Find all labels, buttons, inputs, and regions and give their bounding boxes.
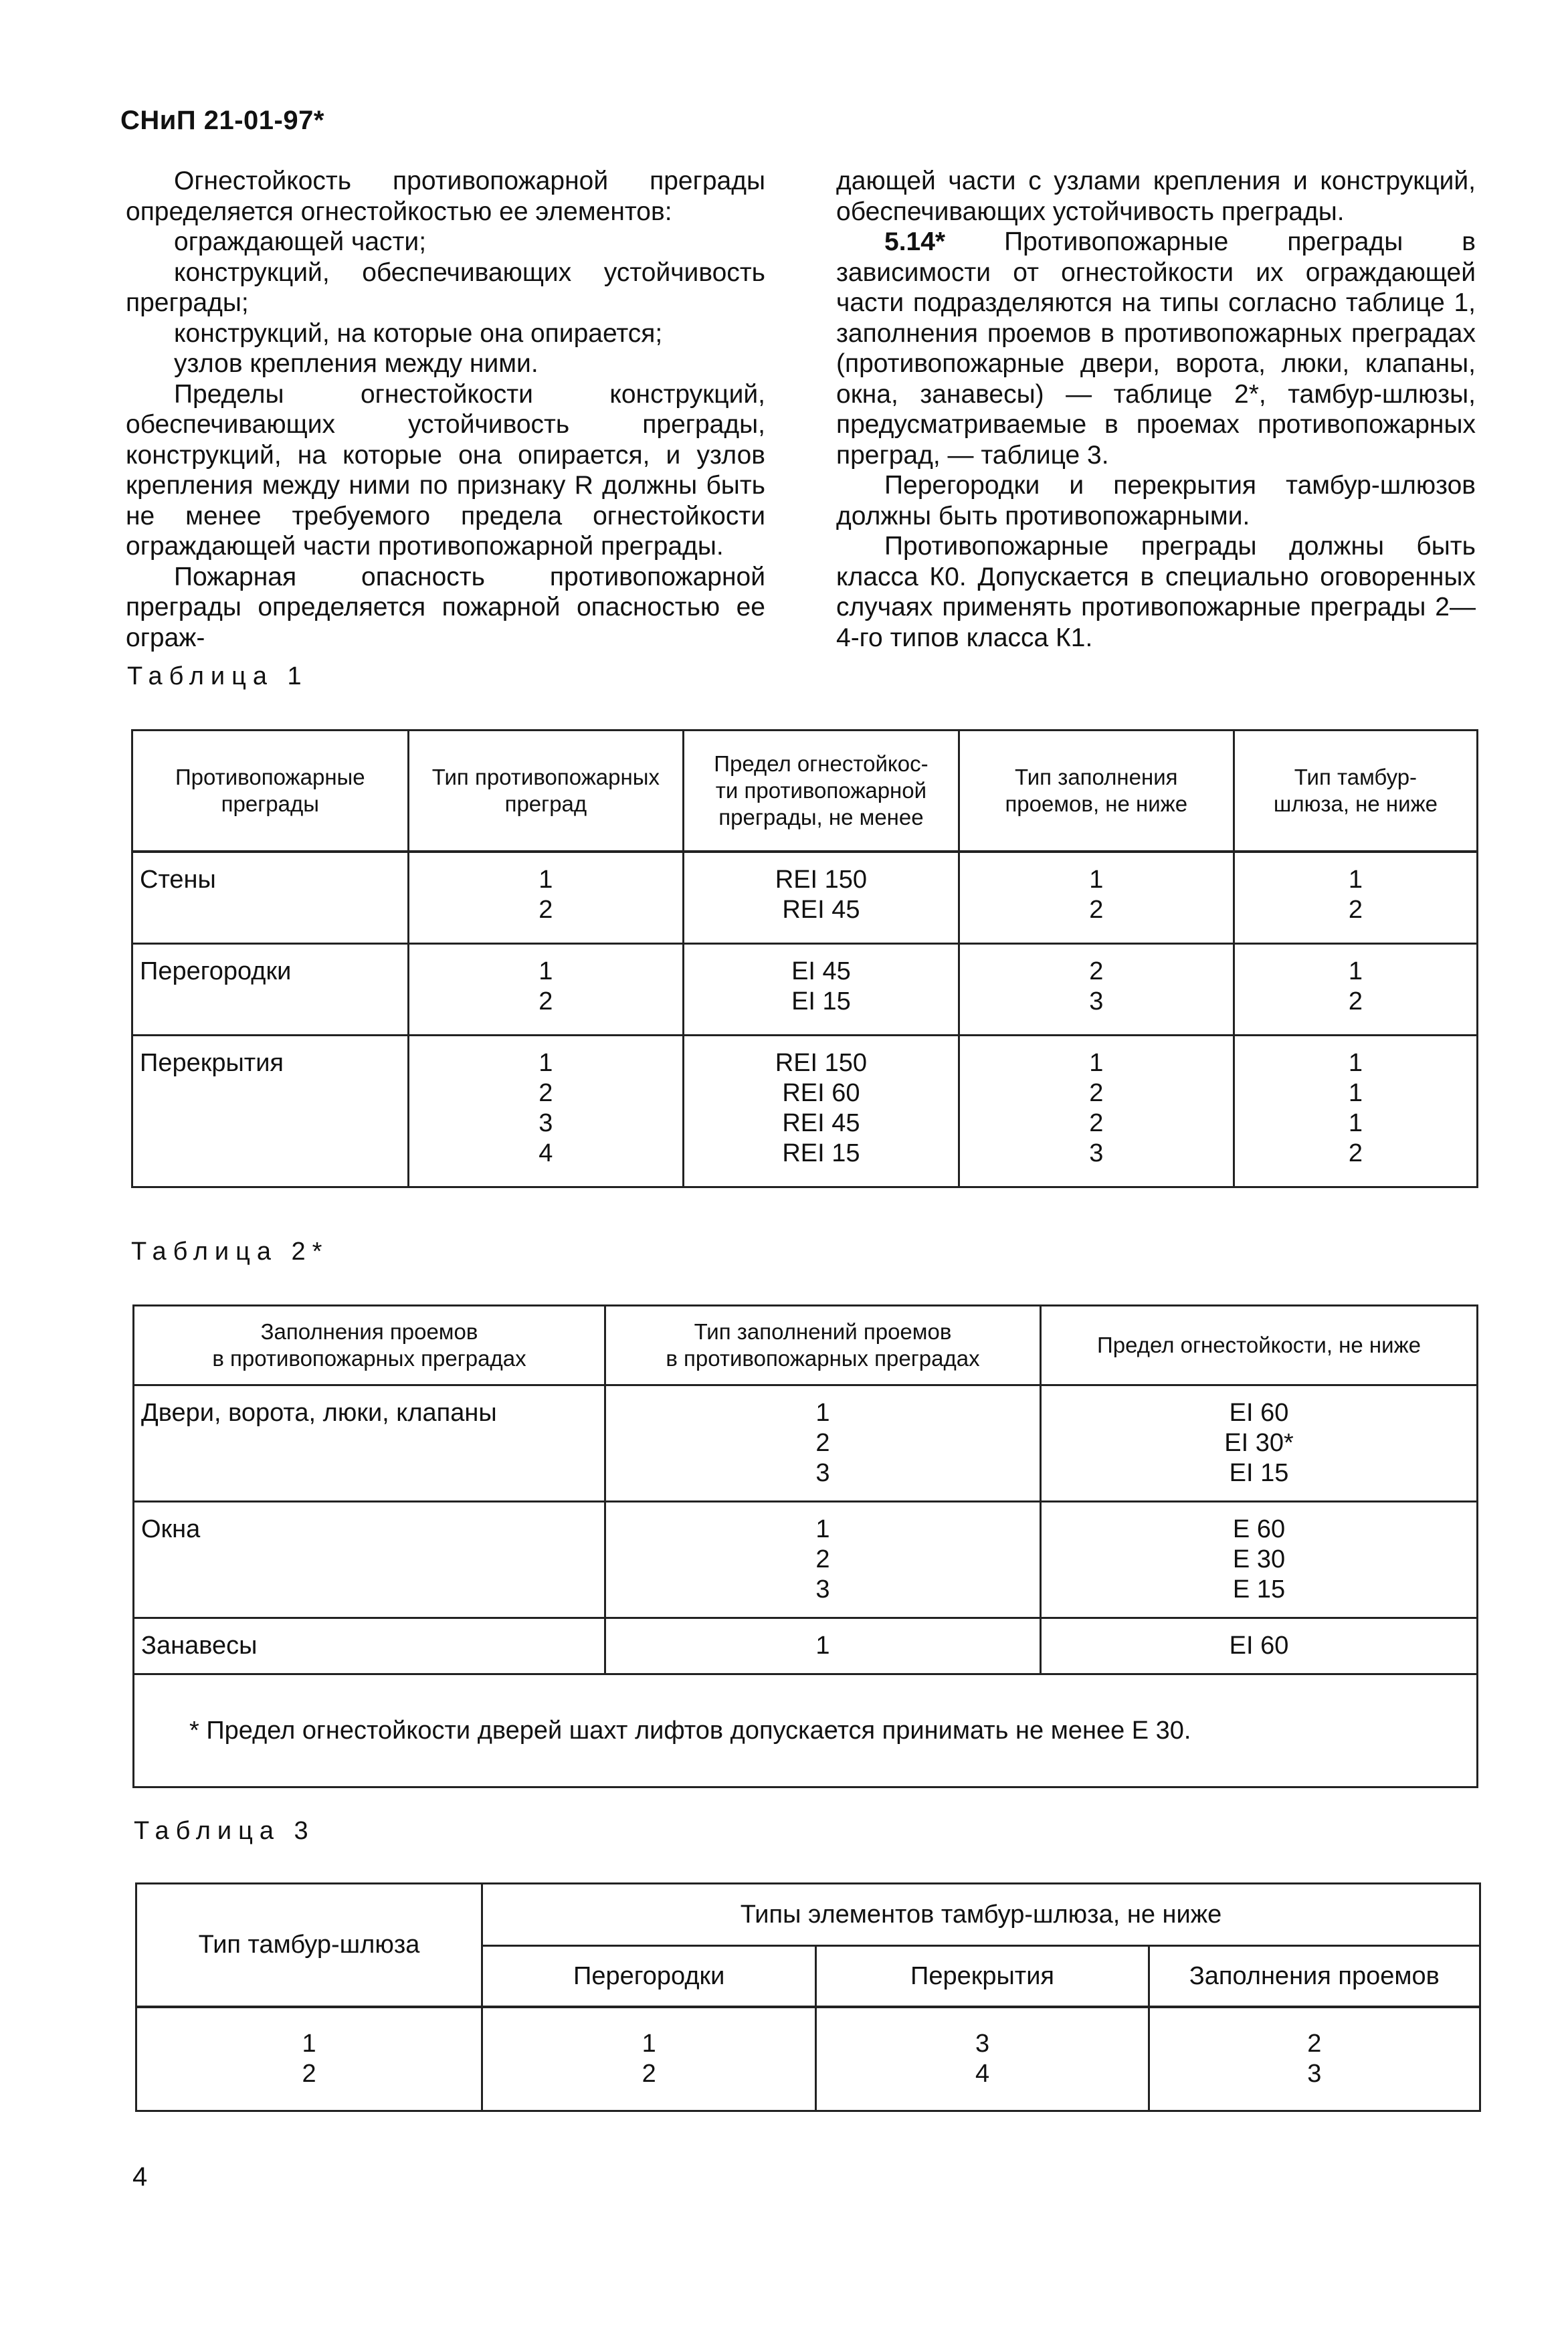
- table3-caption: Таблица 3: [134, 1817, 315, 1845]
- table-header-row: [134, 1306, 1478, 1385]
- column-header: Заполнения проемов: [1149, 1946, 1480, 2008]
- table-cell: Перегородки: [132, 944, 409, 1036]
- table-1: [131, 729, 1478, 1188]
- paragraph: Перегородки и перекрытия тамбур-шлюзов должны быть противопожарными.: [836, 471, 1476, 530]
- table-2: [132, 1304, 1478, 1788]
- column-header: Перегородки: [482, 1946, 816, 2008]
- table-cell: 1 2: [408, 944, 684, 1036]
- table-cell: REI 150 REI 45: [684, 852, 959, 944]
- table2-caption: Таблица 2*: [131, 1238, 329, 1266]
- table-cell: REI 150 REI 60 REI 45 REI 15: [684, 1036, 959, 1187]
- column-header: Предел огнестойкости, не ниже: [1041, 1306, 1478, 1385]
- column-header: Тип заполнения проемов, не ниже: [959, 731, 1234, 852]
- list-item: узлов крепления между ними.: [174, 349, 538, 378]
- table-cell: 1 2 3: [605, 1385, 1040, 1502]
- column-header: Тип тамбур- шлюза, не ниже: [1234, 731, 1477, 852]
- table-header-row: [132, 731, 1478, 852]
- table-note: * Предел огнестойкости дверей шахт лифтов допускается принимать не менее Е 30.: [134, 1674, 1478, 1787]
- column-header: Противопожарные преграды: [132, 731, 409, 852]
- paragraph: Противопожарные преграды должны быть класса К0. Допускается в специально оговоренных случаях применять противопожарные преграды 2—4-го типов класса К1.: [836, 532, 1476, 652]
- table-cell: 2 3: [959, 944, 1234, 1036]
- table-cell: 1 2: [959, 852, 1234, 944]
- paragraph: Огнестойкость противопожарной преграды определяется огнестойкостью ее элементов:: [126, 167, 765, 226]
- column-group-header: Типы элементов тамбур-шлюза, не ниже: [482, 1884, 1480, 1946]
- table1-caption: Таблица 1: [127, 662, 308, 690]
- paragraph: Пределы огнестойкости конструкций, обеспечивающих устойчивость преграды, конструкций, на которые она опирается, и узлов крепления между ними по признаку R должны быть не менее требуемого предела огнестойкости ограждающей части противопожарной преграды.: [126, 379, 765, 561]
- right-column: [836, 166, 1476, 653]
- table-row: [132, 852, 1478, 944]
- column-header-type: Тип тамбур-шлюза: [136, 1884, 482, 2008]
- table-row: [132, 1036, 1478, 1187]
- table-row: [134, 1502, 1478, 1618]
- table-row: [136, 2007, 1480, 2111]
- table-cell: 1 2: [408, 852, 684, 944]
- table-cell: 1 2: [136, 2007, 482, 2111]
- column-header: Заполнения проемов в противопожарных преградах: [134, 1306, 605, 1385]
- table-cell: EI 60: [1041, 1618, 1478, 1674]
- clause-text: Противопожарные преграды в зависимости от огнестойкости их ограждающей части подразделяются на типы согласно таблице 1, заполнения проемов в противопожарных преградах (противопожарные двери, ворота, люки, клапаны, окна, занавесы) — таблице 2*, тамбур-шлюзы, предусматриваемые в проемах противопожарных преград, — таблице 3.: [836, 227, 1476, 470]
- body-text: [126, 166, 1476, 653]
- column-header: Перекрытия: [816, 1946, 1149, 2008]
- table-cell: 1 2 3 4: [408, 1036, 684, 1187]
- table-cell: Занавесы: [134, 1618, 605, 1674]
- table-cell: 3 4: [816, 2007, 1149, 2111]
- table-row: [134, 1618, 1478, 1674]
- table-row: [132, 944, 1478, 1036]
- table-cell: 1 1 1 2: [1234, 1036, 1477, 1187]
- table-cell: 1: [605, 1618, 1040, 1674]
- table-3: [135, 1882, 1481, 2112]
- table-cell: 1 2 3: [605, 1502, 1040, 1618]
- table-cell: 1 2: [1234, 944, 1477, 1036]
- table-cell: Стены: [132, 852, 409, 944]
- paragraph: дающей части с узлами крепления и конструкций, обеспечивающих устойчивость преграды.: [836, 167, 1476, 226]
- column-header: Тип заполнений проемов в противопожарных преградах: [605, 1306, 1040, 1385]
- table-cell: Двери, ворота, люки, клапаны: [134, 1385, 605, 1502]
- left-column: [126, 166, 765, 653]
- table-cell: 2 3: [1149, 2007, 1480, 2111]
- table-cell: 1 2: [1234, 852, 1477, 944]
- paragraph-5-14: [836, 227, 1476, 470]
- table-cell: Перекрытия: [132, 1036, 409, 1187]
- table-cell: EI 45 EI 15: [684, 944, 959, 1036]
- document-code: СНиП 21-01-97*: [120, 106, 324, 135]
- table-cell: 1 2 2 3: [959, 1036, 1234, 1187]
- list-item: ограждающей части;: [174, 227, 427, 256]
- page-number: 4: [132, 2162, 148, 2192]
- list-item: конструкций, обеспечивающих устойчивость преграды;: [126, 258, 765, 317]
- table-cell: EI 60 EI 30* EI 15: [1041, 1385, 1478, 1502]
- clause-number: 5.14*: [884, 227, 946, 256]
- table-cell: 1 2: [482, 2007, 816, 2111]
- paragraph: Пожарная опасность противопожарной преграды определяется пожарной опасностью ее ограж-: [126, 562, 765, 652]
- table-header-row: [136, 1884, 1480, 1946]
- table-cell: Окна: [134, 1502, 605, 1618]
- table-note-row: [134, 1674, 1478, 1787]
- column-header: Предел огнестойкос- ти противопожарной преграды, не менее: [684, 731, 959, 852]
- table-row: [134, 1385, 1478, 1502]
- table-cell: E 60 E 30 E 15: [1041, 1502, 1478, 1618]
- list-item: конструкций, на которые она опирается;: [174, 318, 663, 348]
- column-header: Тип противопожарных преград: [408, 731, 684, 852]
